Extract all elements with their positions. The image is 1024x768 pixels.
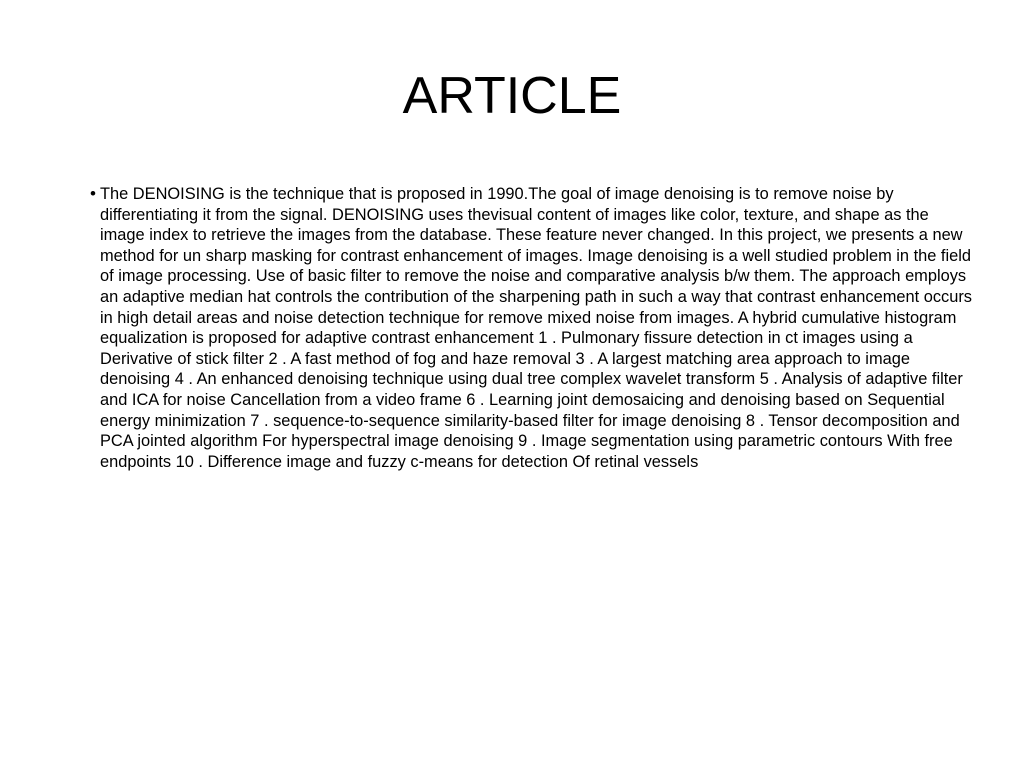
slide-title: ARTICLE <box>402 67 622 125</box>
bullet-marker: • <box>90 184 96 203</box>
bullet-list <box>72 184 972 472</box>
bullet-text: The DENOISING is the technique that is proposed in 1990.The goal of image denoising is to remove noise by differentiating it from the signal. DENOISING uses thevisual content of images like color, texture, and shape as the image index to retrieve the images from the database. These feature never changed. In this project, we presents a new method for un sharp masking for contrast enhancement of images. Image denoising is a well studied problem in the field of image processing. Use of basic filter to remove the noise and comparative analysis b/w them. The approach employs an adaptive median hat controls the contribution of the sharpening path in such a way that contrast enhancement occurs in high detail areas and noise detection technique for remove mixed noise from images. A hybrid cumulative histogram equalization is proposed for adaptive contrast enhancement 1 . Pulmonary fissure detection in ct images using a Derivative of stick filter 2 . A fast method of fog and haze removal 3 . A largest matching area approach to image denoising 4 . An enhanced denoising technique using dual tree complex wavelet transform 5 . Analysis of adaptive filter and ICA for noise Cancellation from a video frame 6 . Learning joint demosaicing and denoising based on Sequential energy minimization 7 . sequence-to-sequence similarity-based filter for image denoising 8 . Tensor decomposition and PCA jointed algorithm For hyperspectral image denoising 9 . Image segmentation using parametric contours With free endpoints 10 . Difference image and fuzzy c-means for detection Of retinal vessels <box>100 185 972 471</box>
bullet-item <box>72 184 972 472</box>
